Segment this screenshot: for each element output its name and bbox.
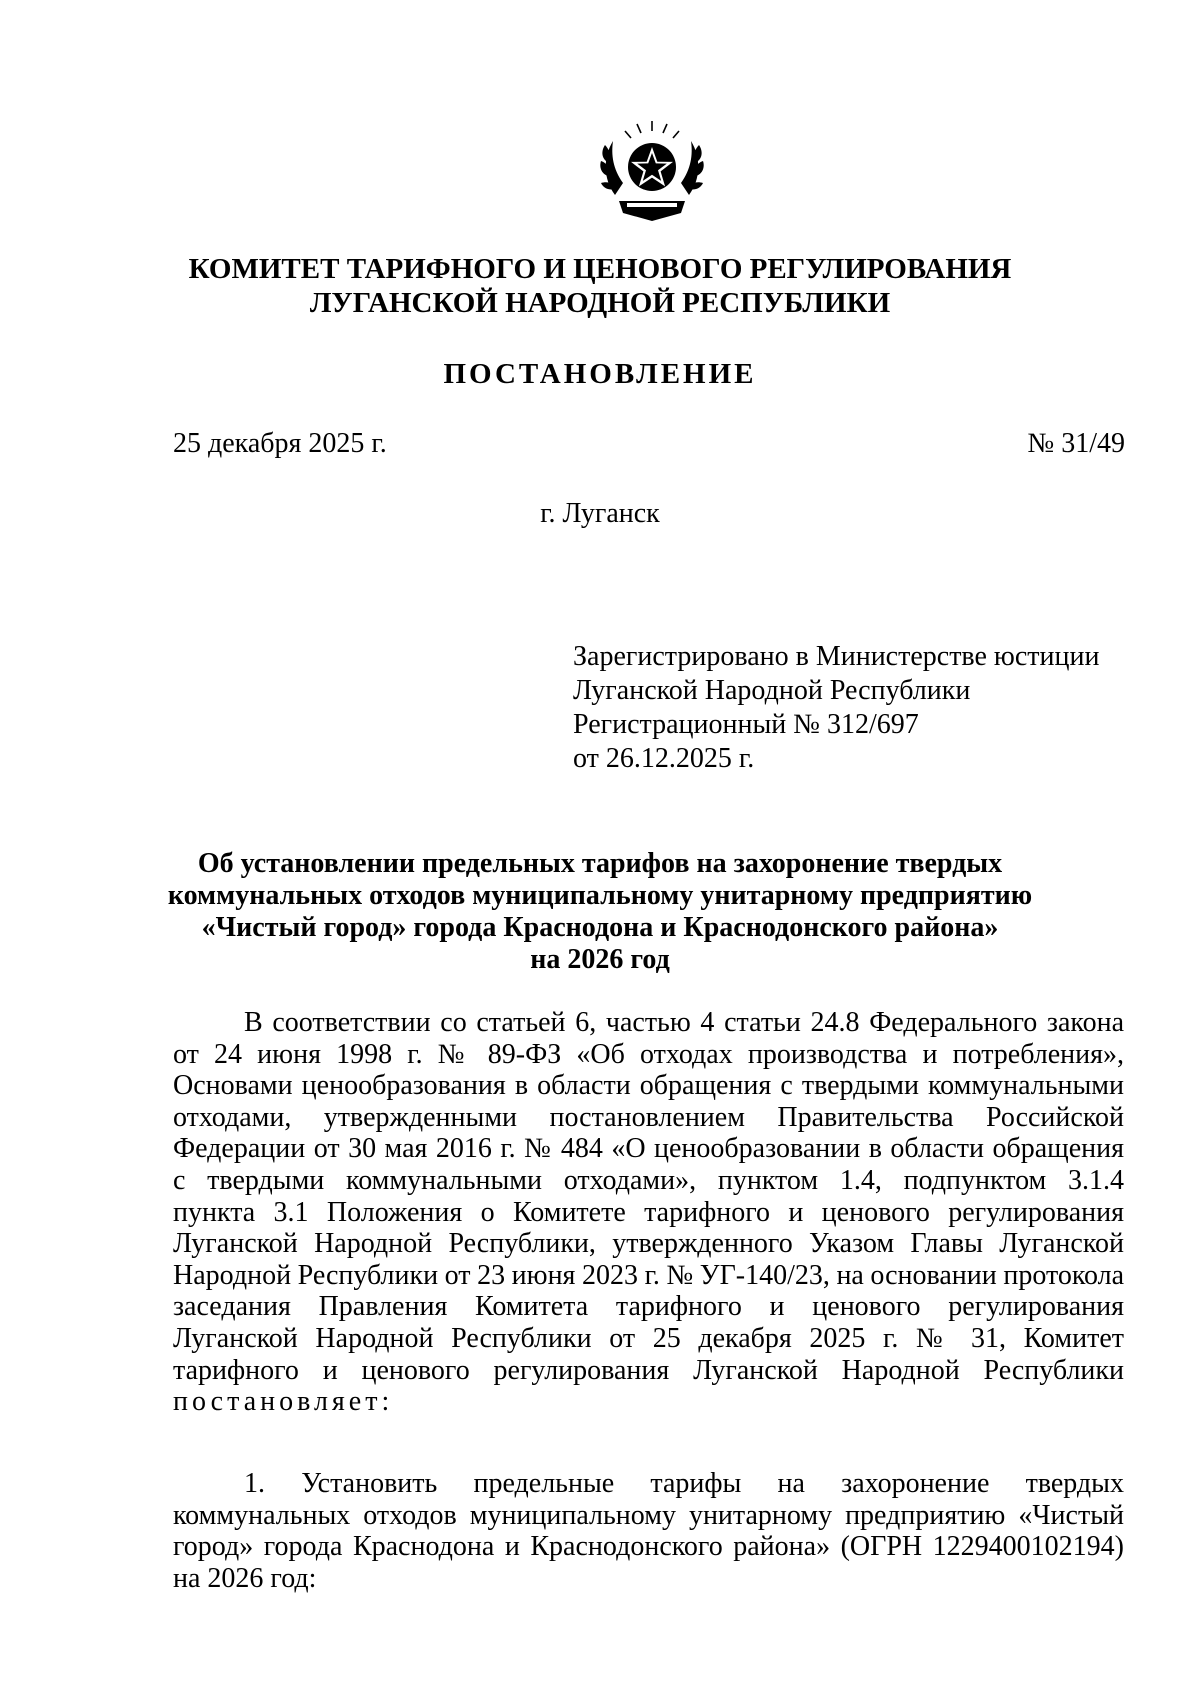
preamble-line: отходами, утвержденными постановлением Правительства Российской [173, 1101, 1124, 1133]
preamble-line: Луганской Народной Республики от 25 декабря 2025 г. № 31, Комитет [173, 1322, 1124, 1354]
coat-of-arms-icon [597, 117, 707, 227]
registration-line2: Луганской Народной Республики [573, 675, 971, 706]
organization-name-line2: ЛУГАНСКОЙ НАРОДНОЙ РЕСПУБЛИКИ [309, 287, 891, 319]
preamble-line: заседания Правления Комитета тарифного и ценового регулирования [173, 1291, 1124, 1323]
registration-line4: от 26.12.2025 г. [573, 743, 755, 774]
organization-name [0, 252, 1200, 320]
preamble-line: тарифного и ценового регулирования Луганской Народной Республики [173, 1354, 1124, 1386]
document-subject [0, 848, 1200, 976]
subject-line2: коммунальных отходов муниципальному унитарному предприятию [167, 880, 1033, 911]
preamble-line: Народной Республики от 23 июня 2023 г. № УГ-140/23, на основании протокола [173, 1259, 1125, 1291]
item-1-paragraph [173, 1468, 1124, 1594]
preamble-line: пункта 3.1 Положения о Комитете тарифного и ценового регулирования [173, 1196, 1124, 1228]
registration-line1: Зарегистрировано в Министерстве юстиции [573, 641, 1100, 672]
item-1-line: коммунальных отходов муниципальному унитарному предприятию «Чистый [173, 1499, 1124, 1531]
subject-line1: Об установлении предельных тарифов на захоронение твердых [197, 848, 1003, 879]
subject-line3: «Чистый город» города Краснодона и Краснодонского района» [201, 912, 999, 943]
organization-name-line1: КОМИТЕТ ТАРИФНОГО И ЦЕНОВОГО РЕГУЛИРОВАНИЯ [188, 253, 1012, 285]
document-city: г. Луганск [540, 498, 660, 529]
preamble-line: с твердыми коммунальными отходами», пунктом 1.4, подпунктом 3.1.4 [173, 1164, 1124, 1196]
subject-line4: на 2026 год [530, 944, 670, 975]
preamble-line: Луганской Народной Республики, утвержденного Указом Главы Луганской [173, 1228, 1124, 1260]
document-number: № 31/49 [1027, 428, 1125, 459]
registration-stamp [573, 640, 1099, 776]
item-1-line: 1. Установить предельные тарифы на захоронение твердых [244, 1468, 1124, 1499]
preamble-paragraph [173, 1007, 1124, 1418]
preamble-line: Основами ценообразования в области обращения с твердыми коммунальными [173, 1070, 1124, 1102]
document-date: 25 декабря 2025 г. [173, 428, 387, 459]
item-1-line: город» города Краснодона и Краснодонского района» (ОГРН 1229400102194) [173, 1531, 1124, 1563]
preamble-line: от 24 июня 1998 г. № 89-ФЗ «Об отходах производства и потребления», [173, 1038, 1124, 1070]
registration-line3: Регистрационный № 312/697 [573, 709, 919, 740]
preamble-line: В соответствии со статьей 6, частью 4 статьи 24.8 Федерального закона [244, 1007, 1124, 1038]
resolves-word: постановляет: [173, 1386, 394, 1418]
preamble-line: Федерации от 30 мая 2016 г. № 484 «О ценообразовании в области обращения [173, 1133, 1124, 1165]
document-type: ПОСТАНОВЛЕНИЕ [443, 358, 757, 390]
item-1-line: на 2026 год: [173, 1562, 317, 1594]
